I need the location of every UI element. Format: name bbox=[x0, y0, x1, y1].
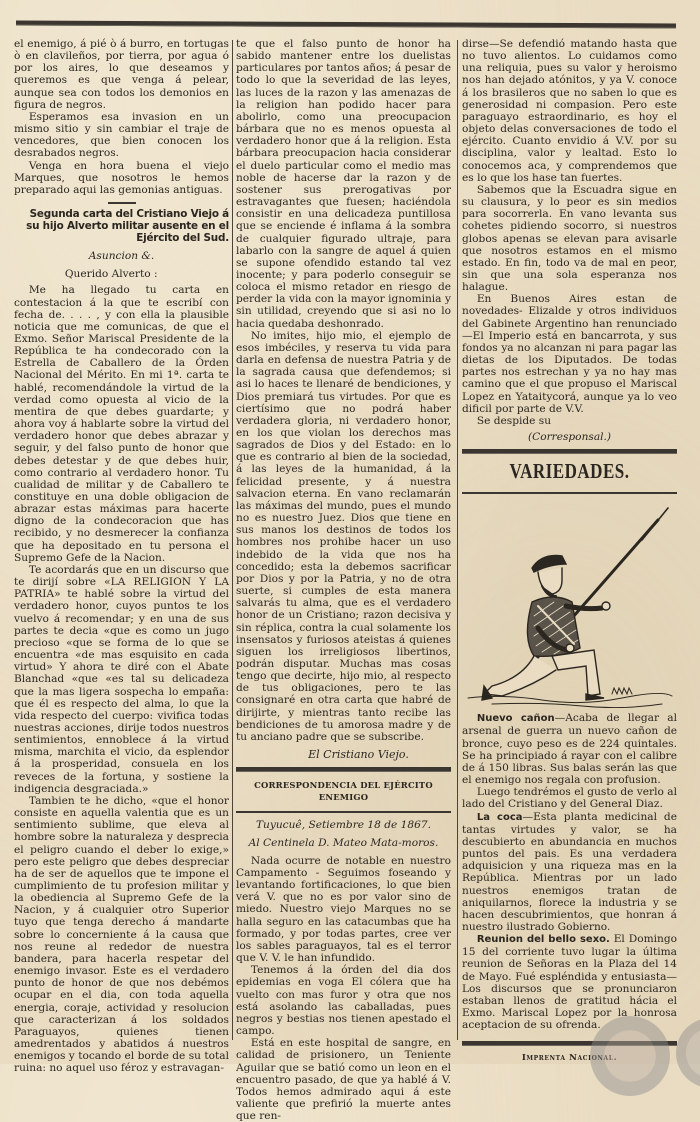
letter-title: Segunda carta del Cristiano Viejo á su hijo Alverto militar ausente en el Ejército del Sud. bbox=[26, 208, 229, 245]
salutation: Querido Alverto : bbox=[64, 268, 158, 281]
column-1 bbox=[14, 38, 229, 1075]
addressee: Al Centinela D. Mateo Mata-moros. bbox=[248, 836, 439, 849]
news-item bbox=[462, 933, 677, 1031]
column-divider bbox=[457, 40, 458, 1040]
paragraph: Me ha llegado tu carta en contestacion á la que te escribí con fecha de. . . . , y con ella la plausible noticia que me comunicas, de que el Exmo. Señor Mariscal Presidente de la República te ha condecorado con la Estrella de Caballero de la Órden Nacional del Mérito. En mi 1ª. carta te hablé, recomendándole la virtud de la verdad como opuesta al vicio de la mentira de que debes guardarte; y ahora voy á hablarte sobre la virtud del verdadero honor que debes abrazar y seguir, y del falso punto de honor que debes detestar y de que debes huir, como contrario al verdadero honor. Tu cualidad de militar y de Caballero te constituye en una doble obligacion de abrazar estas máximas para hacerte digno de la condecoracion que has recibido, y no desmerecer la confianza que ha depositado en tu persona el Supremo Gefe de la Nacion. bbox=[14, 284, 229, 564]
paragraph: dirse—Se defendió matando hasta que no tuvo alientos. Lo cuidamos como una reliquia, pues su valor y heroismo nos han dejado atónitos, y ya V. conoce á los brasileros que no saben lo que es generosidad ni compasion. Pero este paraguayo estraordinario, es hoy el objeto delas conversaciones de todo el ejército. Cuanto envidio á V.V. por su disciplina, valor y lealtad. Esto lo conocemos aca, y comprendemos que es lo que los hase tan fuertes. bbox=[462, 38, 677, 184]
paragraph: Sabemos que la Escuadra sigue en su clausura, y lo peor es sin medios para socorrerla. En vano levanta sus cohetes pidiendo socorro, si nuestros globos apenas se elevan para avisarle que nosotros estamos en el mismo estado. En fin, todo va de mal en peor, sin que una sola esperanza nos halague. bbox=[462, 183, 677, 294]
divider bbox=[462, 492, 677, 494]
column-2 bbox=[236, 38, 451, 1122]
paragraph: Nada ocurre de notable en nuestro Campamento - Seguimos foseando y levantando fortificaciones, lo que bien verá V. que no es por valor sino de miedo. Nuestro viejo Marques no se halla seguro en las catacumbas que ha formado, y por todas partes, cree ver los sables paraguayos, tal es el terror que V. V. le han infundido. bbox=[236, 854, 451, 965]
letter-place: Asuncion &. bbox=[88, 250, 155, 263]
column-3 bbox=[462, 38, 677, 1065]
top-rule bbox=[16, 21, 676, 29]
section-heading: CORRESPONDENCIA DEL EJÉRCITO ENEMIGO bbox=[254, 780, 433, 803]
paragraph: En Buenos Aires estan de novedades- Elizalde y otros individuos del Gabinete Argentino han renunciado—El Imperio está en bancarrota, y sus fondos ya no alcanzan ni para pagar las dietas de los Diputados. De todas partes nos estrechan y ya no hay mas camino que el que propuso el Mariscal Lopez en Yataitycorá, aunque ya lo veo dificil por parte de V.V. bbox=[462, 293, 677, 415]
divider bbox=[108, 202, 136, 204]
correspondent: (Corresponsal.) bbox=[527, 431, 612, 443]
news-item-title: Nuevo cañon bbox=[476, 713, 555, 725]
news-item-title: Reunion del bello sexo. bbox=[476, 934, 610, 946]
news-item-text: El Domingo 15 del corriente tuvo lugar la última reunion de Señoras en la Plaza del 14 de Mayo. Fué espléndida y entusiasta—Los discursos que se pronunciaron estaban llenos de gratitud hácia el Exmo. Mariscal Lopez por la honrosa aceptacion de su ofrenda. bbox=[462, 933, 677, 1032]
archive-seal bbox=[676, 1018, 700, 1088]
kneeling-soldier-illustration bbox=[462, 498, 677, 708]
paragraph: te que el falso punto de honor ha sabido mantener entre los duelistas particulares por tantos años; á pesar de todo lo que la severidad de las leyes, las luces de la razon y las amenazas de la religion han podido hacer para abolirlo, como una preocupacion bárbara que no es menos opuesta al verdadero honor que á la religion. Esta bárbara preocupacion hacia considerar el duelo particular como el medio mas noble de hacerse dar la razon y de sostener sus prerogativas por estravagantes que fuesen; haciéndola consistir en una delicadeza puntillosa que se enciende é inflama á la sombra de cualquier figurado ultraje, para labarlo con la sangre de aquel á quien se supone ofendido estando tal vez inocente; y para poderlo conseguir se coloca el mismo retador en riesgo de perder la vida con la mayor ignominia y sin utilidad, creyendo que si asi no lo hacia quedaba deshonrado. bbox=[236, 38, 451, 330]
news-item-text: —Esta planta medicinal de tantas virtudes y valor, se ha descubierto en abundancia en muchos puntos del pais. Es una verdadera adquisicion y una riqueza mas en la República. Mientras por un lado nuestros enemigos tratan de aniquilarnos, florece la industria y se hacen descubrimientos, que honran á nuestro ilustrado Gobierno. bbox=[462, 810, 677, 933]
news-item bbox=[462, 811, 677, 934]
column-divider bbox=[232, 40, 233, 1040]
news-item-title: La coca bbox=[476, 811, 523, 823]
paragraph: Tambien te he dicho, «que el honor consiste en aquella valentia que es un sentimiento sublime, que eleva al hombre sobre la naturaleza y desprecia el peligro cuando el deber lo exige,» pero este peligro que debes despreciar ha de ser de aquellos que te impone el cumplimiento de tu profesion militar y la obediencia al Supremo Gefe de la Nacion, y á cualquier otro Superior tuyo que tenga derecho á mandarte sobre lo concerniente á la causa que nos reune al rededor de nuestra bandera, para hacerla respetar del enemigo invasor. Este es el verdadero punto de honor de que nos debémos ocupar en el dia, con toda aquella energia, coraje, actividad y resolucion que caracterizan á los soldados Paraguayos, quienes tienen amedrentados y abatidos á nuestros enemigos y tocando el borde de su total ruina: no aquel uso féroz y estravagan- bbox=[14, 794, 229, 1075]
divider bbox=[236, 767, 451, 772]
archive-seal bbox=[590, 1016, 670, 1096]
dateline: Tuyucuê, Setiembre 18 de 1867. bbox=[255, 818, 432, 831]
imprint: Imprenta Nacional. bbox=[521, 1053, 618, 1064]
paragraph: Luego tendrémos el gusto de verlo al lado del Cristiano y del General Diaz. bbox=[462, 786, 677, 811]
paragraph: No imites, hijo mio, el ejemplo de esos imbéciles, y reserva tu vida para darla en defensa de nuestra Patria y de la sagrada causa que defendemos; si asi lo haces te llenaré de bendiciones, y Dios premiará tus virtudes. Por que es ciertísimo que no podrá haber verdadera gloria, ni verdadero honor, en los que violan los derechos mas sagrados de Dios y del Estado: en lo que es contrario al bien de la sociedad, á las leyes de la humanidad, á la felicidad presente, y á nuestra salvacion eterna. En vano reclamarán las máximas del mundo, pues el mundo no es nuestro Juez. Dios que tiene en sus manos los destinos de todos los hombres nos prohibe hacer un uso indebido de la vida que nos ha concedido; esta la debemos sacrificar por Dios y por la Patria, y no de otra suerte, si cumples de esta manera salvarás tu alma, que es el verdadero honor de un Cristiano; razon decisiva y sin réplica, contra la cual solamente los insensatos y furiosos ateistas á quienes siguen los irreligiosos libertinos, podrán disputar. Muchas mas cosas tengo que decirte, hijo mio, al respecto de tus obligaciones, pero te las consignaré en otra carta que habré de dirijirte, y mientras tanto recibe las bendiciones de tu amorosa madre y de tu anciano padre que se subscribe. bbox=[236, 329, 451, 743]
paragraph: Venga en hora buena el viejo Marques, que nosotros le hemos preparado aqui las gemonias antiguas. bbox=[14, 159, 229, 196]
paragraph: Está en este hospital de sangre, en calidad de prisionero, un Teniente Aguilar que se batió como un leon en el encuentro pasado, de que ya hablé á V. Todos hemos admirado aqui á este valiente que prefirió la muerte antes que ren- bbox=[236, 1037, 451, 1122]
news-item-text: —Acaba de llegar al arsenal de guerra un nuevo cañon de bronce, cuyo peso es de 224 quintales. Se ha principiado á rayar con el calibre de á 150 libras. Sus balas serán las que el enemigo nos regala con profusion. bbox=[462, 712, 677, 787]
section-heading: VARIEDADES. bbox=[509, 459, 630, 484]
paragraph: Tenemos á la órden del dia dos epidemias en voga El cólera que ha vuelto con mas furor y otra que nos está asolando las caballadas, pues negros y bestias nos tienen apestado el campo. bbox=[236, 964, 451, 1038]
news-item bbox=[462, 712, 677, 786]
closing: Se despide su bbox=[476, 414, 552, 427]
paragraph: el enemigo, á pié ò á burro, en tortugas ò en clavileños, por tierra, por agua ó por los aires, lo que deseamos y queremos es que venga á pelear, aunque sea con todos los demonios en figura de negros. bbox=[14, 38, 229, 111]
divider bbox=[236, 811, 451, 813]
signature: El Cristiano Viejo. bbox=[308, 748, 409, 762]
paragraph: Te acordarás que en un discurso que te dirijí sobre «LA RELIGION Y LA PATRIA» te hablé sobre la virtud del verdadero honor, cuyos puntos te los vuelvo á recomendar; y en una de sus partes te decia «que es como un jugo precioso «que se forma de lo que se encuentra «de mas esquisito en cada virtud» Y ahora te diré con el Abate Blanchad «que «es tal su delicadeza que la mas ligera sospecha lo empaña: que él es respecto del alma, lo que la vida respecto del cuerpo: vivifica todas nuestras acciones, dirije todos nuestros sentimientos, ennoblece á la virtud misma, marchita el vicio, da esplendor á la prosperidad, consuela en los reveces de la fortuna, y sostiene la indigencia desgraciada.» bbox=[14, 563, 229, 795]
divider bbox=[462, 449, 677, 454]
paragraph: Esperamos esa invasion en un mismo sitio y sin cambiar el traje de vencedores, que bien conocen los desrabados negros. bbox=[14, 110, 229, 160]
